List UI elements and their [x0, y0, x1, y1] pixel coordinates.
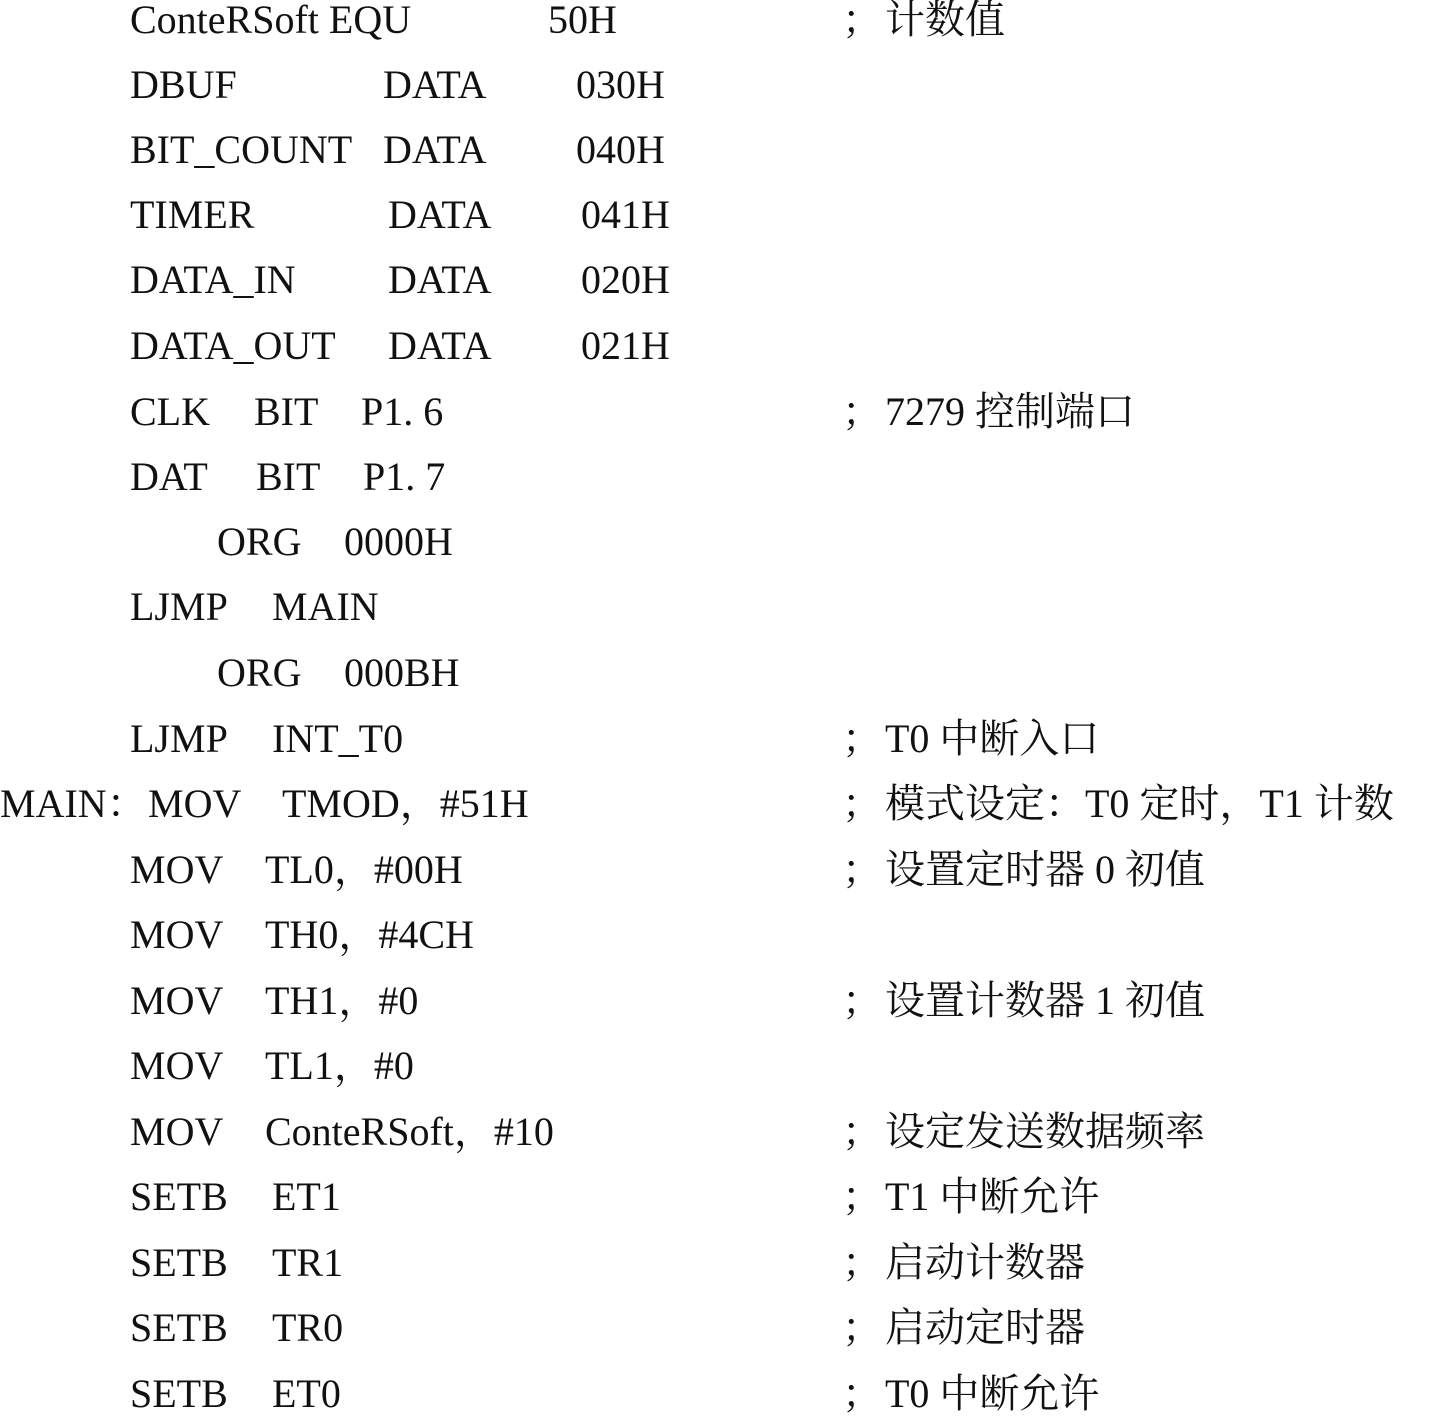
code-comment: 设定发送数据频率 — [885, 1109, 1205, 1154]
code-token: TH1，#0 — [265, 978, 419, 1023]
code-token: TR1 — [272, 1240, 344, 1285]
code-line-ljmp-int-t0 — [0, 706, 1435, 772]
code-token: DATA_IN — [130, 257, 296, 302]
code-line-mov-conteRsoft — [0, 1099, 1435, 1165]
code-line-bit-count-data — [0, 117, 1435, 183]
code-comment: 计数值 — [885, 0, 1005, 42]
code-line-mov-tl0 — [0, 837, 1435, 903]
code-token: DBUF — [130, 62, 237, 107]
code-line-setb-et1 — [0, 1164, 1435, 1230]
code-line-data-in-data — [0, 247, 1435, 313]
comment-marker: ； — [842, 847, 882, 892]
code-token: MAIN： — [0, 781, 147, 826]
code-line-ljmp-main — [0, 574, 1435, 640]
code-token: DATA — [388, 192, 492, 237]
code-token: ConteRSoft，#10 — [265, 1109, 554, 1154]
code-token: ORG — [217, 519, 302, 564]
code-token: 021H — [581, 323, 670, 368]
code-token: CLK — [130, 389, 210, 434]
comment-marker: ； — [842, 389, 882, 434]
code-token: LJMP — [130, 584, 228, 629]
code-token: 020H — [581, 257, 670, 302]
code-token: LJMP — [130, 716, 228, 761]
code-token: TIMER — [130, 192, 255, 237]
code-token: ConteRSoft EQU — [130, 0, 412, 42]
code-token: DATA — [388, 257, 492, 302]
code-comment: 7279 控制端口 — [885, 389, 1135, 434]
code-token: TR0 — [272, 1305, 344, 1350]
code-line-mov-tl1 — [0, 1033, 1435, 1099]
code-token: INT_T0 — [272, 716, 404, 761]
code-line-main-mov-tmod — [0, 771, 1435, 837]
code-line-dbuf-data — [0, 52, 1435, 118]
code-token: BIT_COUNT — [130, 127, 353, 172]
code-token: MOV — [130, 1109, 224, 1154]
code-token: MOV — [130, 912, 224, 957]
code-token: 0000H — [344, 519, 453, 564]
code-token: SETB — [130, 1305, 228, 1350]
code-token: 040H — [576, 127, 665, 172]
code-token: 041H — [581, 192, 670, 237]
code-comment: 设置定时器 0 初值 — [885, 847, 1205, 892]
code-comment: 设置计数器 1 初值 — [885, 978, 1205, 1023]
code-line-setb-tr1 — [0, 1230, 1435, 1296]
code-token: P1. 7 — [363, 454, 446, 499]
comment-marker: ； — [842, 0, 882, 42]
code-token: TL1，#0 — [265, 1043, 414, 1088]
code-token: P1. 6 — [361, 389, 444, 434]
code-line-conteRsoft-equ — [0, 0, 1435, 53]
code-line-clk-bit — [0, 379, 1435, 445]
code-token: MOV — [148, 781, 242, 826]
code-line-dat-bit — [0, 444, 1435, 510]
comment-marker: ； — [842, 1371, 882, 1416]
code-comment: T1 中断允许 — [885, 1174, 1100, 1219]
code-token: SETB — [130, 1174, 228, 1219]
comment-marker: ； — [842, 1109, 882, 1154]
code-line-timer-data — [0, 182, 1435, 248]
code-line-mov-th0 — [0, 902, 1435, 968]
comment-marker: ； — [842, 978, 882, 1023]
code-comment: T0 中断入口 — [885, 716, 1100, 761]
code-token: BIT — [256, 454, 321, 499]
code-token: DAT — [130, 454, 208, 499]
code-token: MOV — [130, 847, 224, 892]
code-line-setb-tr0 — [0, 1295, 1435, 1361]
code-token: SETB — [130, 1240, 228, 1285]
code-token: DATA — [383, 127, 487, 172]
code-token: ET0 — [272, 1371, 341, 1416]
code-comment: 模式设定：T0 定时，T1 计数 — [885, 781, 1394, 826]
code-token: 000BH — [344, 650, 460, 695]
code-token: ORG — [217, 650, 302, 695]
code-comment: T0 中断允许 — [885, 1371, 1100, 1416]
code-token: MAIN — [272, 584, 379, 629]
comment-marker: ； — [842, 1174, 882, 1219]
code-line-org-0000h — [0, 509, 1435, 575]
code-token: BIT — [254, 389, 319, 434]
code-token: 030H — [576, 62, 665, 107]
code-token: MOV — [130, 1043, 224, 1088]
code-token: SETB — [130, 1371, 228, 1416]
code-comment: 启动计数器 — [885, 1240, 1085, 1285]
code-token: ET1 — [272, 1174, 341, 1219]
code-token: TMOD，#51H — [282, 781, 529, 826]
code-line-mov-th1 — [0, 968, 1435, 1034]
comment-marker: ； — [842, 781, 882, 826]
comment-marker: ； — [842, 1305, 882, 1350]
code-comment: 启动定时器 — [885, 1305, 1085, 1350]
code-token: TL0，#00H — [265, 847, 463, 892]
code-token: DATA — [383, 62, 487, 107]
code-line-org-000bh — [0, 640, 1435, 706]
code-line-setb-et0 — [0, 1361, 1435, 1427]
comment-marker: ； — [842, 1240, 882, 1285]
code-token: DATA — [388, 323, 492, 368]
code-token: MOV — [130, 978, 224, 1023]
code-line-data-out-data — [0, 313, 1435, 379]
code-token: TH0，#4CH — [265, 912, 474, 957]
code-token: DATA_OUT — [130, 323, 336, 368]
comment-marker: ； — [842, 716, 882, 761]
code-token: 50H — [548, 0, 617, 42]
